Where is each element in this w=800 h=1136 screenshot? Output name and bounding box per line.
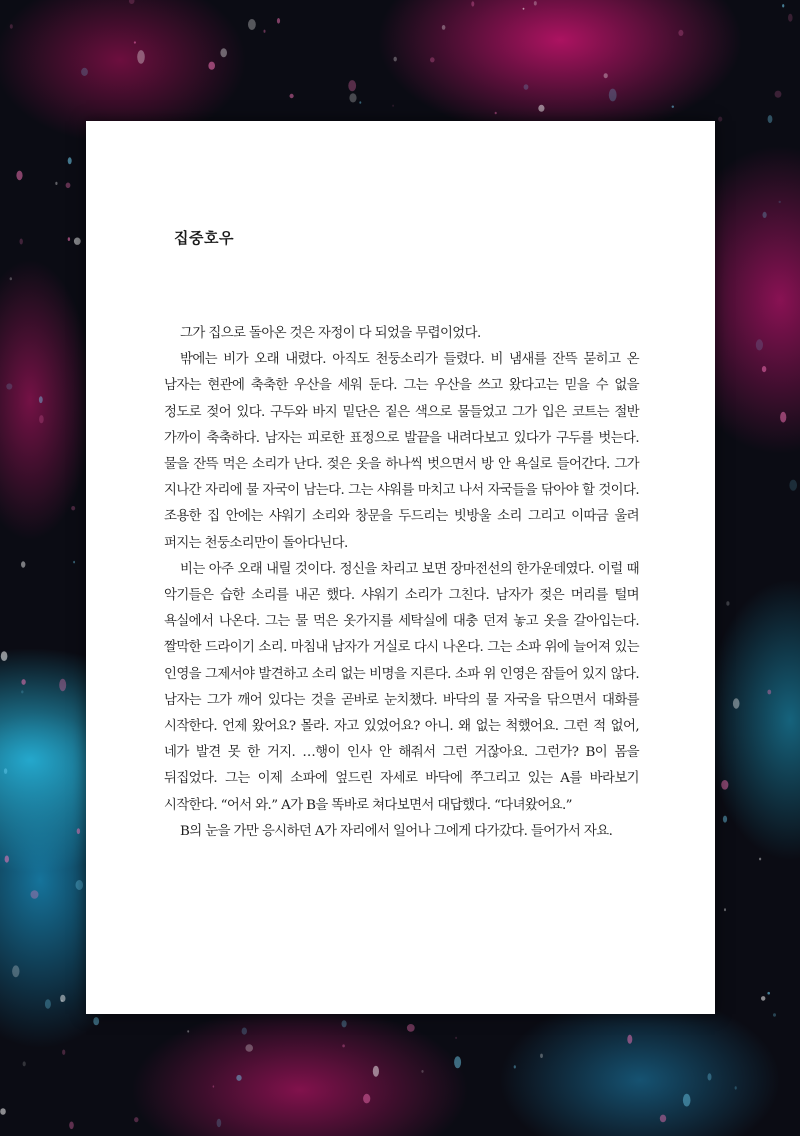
raindrop bbox=[73, 561, 75, 564]
raindrop bbox=[10, 24, 13, 28]
raindrop bbox=[31, 890, 39, 899]
raindrop bbox=[213, 1085, 215, 1087]
raindrop bbox=[21, 561, 25, 567]
raindrop bbox=[74, 238, 81, 245]
raindrop bbox=[609, 89, 617, 102]
raindrop bbox=[5, 856, 9, 863]
raindrop bbox=[93, 1017, 99, 1025]
raindrop bbox=[349, 93, 356, 102]
raindrop bbox=[660, 1115, 666, 1123]
raindrop bbox=[763, 212, 767, 218]
paragraph: 밖에는 비가 오래 내렸다. 아직도 천둥소리가 들렸다. 비 냄새를 잔뜩 묻히고 온 남자는 현관에 축축한 우산을 세워 둔다. 그는 우산을 쓰고 왔다고는 믿을 수 없을 정도로 젖어 있다. 구두와 바지 밑단은 짙은 색으로 물들었고 그가 입은 코트는 절반 가까이 축축하다. 남자는 피로한 표정으로 발끝을 내려다보고 있다가 구두를 벗는다. 물을 잔뜩 먹은 소리가 난다. 젖은 옷을 하나씩 벗으면서 방 안 욕실로 들어간다. 그가 지나간 자리에 물 자국이 남는다. 그는 샤워를 마치고 나서 자국들을 닦아야 할 것이다. 조용한 집 안에는 샤워기 소리와 창문을 두드리는 빗방울 소리 그리고 이따금 울려 퍼지는 천둥소리만이 돌아다닌다. bbox=[164, 352, 639, 551]
raindrop bbox=[678, 30, 683, 36]
raindrop bbox=[773, 1013, 776, 1016]
raindrop bbox=[523, 8, 525, 10]
raindrop bbox=[69, 1122, 74, 1130]
raindrop bbox=[768, 115, 773, 123]
raindrop bbox=[407, 1024, 415, 1032]
raindrop bbox=[788, 14, 793, 22]
raindrop bbox=[129, 0, 135, 4]
raindrop bbox=[134, 41, 136, 43]
raindrop bbox=[20, 239, 23, 245]
raindrop bbox=[683, 1094, 691, 1107]
raindrop bbox=[55, 182, 57, 185]
paragraph: 비는 아주 오래 내릴 것이다. 정신을 차리고 보면 장마전선의 한가운데였다. 이럴 때 악기들은 습한 소리를 내곤 했다. 샤워기 소리가 그친다. 남자가 젖은 머리를 털며 욕실에서 나온다. 그는 물 먹은 옷가지를 세탁실에 대충 던져 놓고 옷을 갈아입는다. 짤막한 드라이기 소리. 마침내 남자가 거실로 다시 나온다. 그는 소파 위에 늘어져 있는 인영을 그제서야 발견하고 소리 없는 비명을 지른다. 소파 위 인영은 잠들어 있지 않다. 남자는 그가 깨어 있다는 것을 곧바로 눈치챘다. 바닥의 물 자국을 닦으면서 대화를 시작한다. 언제 왔어요? 몰라. 자고 있었어요? 아니. 왜 없는 척했어요. 그런 적 없어, 네가 발견 못 한 거지. …행이 인사 안 해줘서 그런 거잖아요. 그런가? B이 몸을 뒤집었다. 그는 이제 소파에 엎드린 자세로 바닥에 쭈그리고 있는 A를 바라보기 시작한다. “어서 와.” A가 B을 똑바로 쳐다보면서 대답했다. “다녀왔어요.” bbox=[164, 561, 639, 813]
raindrop bbox=[68, 237, 70, 241]
raindrop bbox=[723, 816, 727, 823]
raindrop bbox=[342, 1020, 347, 1027]
raindrop bbox=[16, 171, 22, 181]
raindrop bbox=[782, 4, 784, 7]
raindrop bbox=[627, 1035, 632, 1044]
chapter-title: 집중호우 bbox=[174, 229, 234, 247]
raindrop bbox=[421, 1070, 423, 1073]
raindrop bbox=[442, 25, 446, 30]
paragraph: B의 눈을 가만 응시하던 A가 자리에서 일어나 그에게 다가갔다. 들어가서 자요. bbox=[180, 823, 613, 839]
body-text bbox=[164, 321, 639, 845]
raindrop bbox=[724, 908, 726, 911]
raindrop bbox=[761, 996, 765, 1001]
raindrop bbox=[394, 57, 397, 62]
raindrop bbox=[264, 30, 266, 33]
raindrop bbox=[220, 48, 227, 57]
raindrop bbox=[68, 157, 72, 164]
raindrop bbox=[672, 106, 674, 108]
raindrop bbox=[733, 698, 740, 708]
raindrop bbox=[248, 19, 256, 30]
raindrop bbox=[455, 1037, 457, 1039]
raindrop bbox=[348, 80, 356, 91]
paragraph: 그가 집으로 돌아온 것은 자정이 다 되었을 무렵이었다. bbox=[180, 326, 481, 341]
raindrop bbox=[708, 1073, 712, 1080]
raindrop bbox=[59, 679, 66, 691]
raindrop bbox=[514, 1065, 516, 1068]
raindrop bbox=[495, 112, 497, 115]
raindrop bbox=[363, 1094, 370, 1104]
raindrop bbox=[137, 50, 145, 64]
raindrop bbox=[775, 91, 782, 98]
raindrop bbox=[767, 992, 770, 995]
raindrop bbox=[0, 1108, 6, 1115]
raindrop bbox=[762, 366, 766, 372]
raindrop bbox=[71, 506, 75, 510]
raindrop bbox=[759, 858, 761, 861]
raindrop bbox=[767, 690, 771, 695]
raindrop bbox=[39, 415, 44, 423]
raindrop bbox=[4, 768, 7, 774]
raindrop bbox=[62, 1050, 65, 1055]
raindrop bbox=[454, 1056, 461, 1068]
raindrop bbox=[81, 68, 88, 76]
raindrop bbox=[604, 73, 608, 78]
raindrop bbox=[187, 1030, 189, 1032]
raindrop bbox=[217, 1119, 222, 1127]
raindrop bbox=[718, 117, 722, 122]
raindrop bbox=[779, 201, 781, 203]
raindrop bbox=[134, 1117, 138, 1122]
raindrop bbox=[756, 339, 763, 350]
raindrop bbox=[342, 1044, 345, 1047]
raindrop bbox=[373, 1066, 379, 1077]
raindrop bbox=[290, 94, 294, 98]
raindrop bbox=[471, 1, 474, 6]
raindrop bbox=[735, 1086, 737, 1089]
raindrop bbox=[10, 277, 12, 280]
raindrop bbox=[61, 1000, 63, 1002]
raindrop bbox=[66, 183, 71, 189]
raindrop bbox=[540, 1054, 543, 1058]
raindrop bbox=[236, 1075, 241, 1081]
raindrop bbox=[721, 780, 728, 790]
raindrop bbox=[392, 105, 394, 107]
raindrop bbox=[45, 999, 51, 1008]
raindrop bbox=[359, 101, 361, 104]
raindrop bbox=[1, 651, 8, 661]
raindrop bbox=[77, 828, 80, 834]
raindrop bbox=[23, 1061, 26, 1066]
raindrop bbox=[277, 18, 280, 24]
raindrop bbox=[208, 62, 215, 70]
raindrop bbox=[524, 84, 529, 90]
raindrop bbox=[6, 383, 12, 389]
raindrop bbox=[39, 396, 43, 403]
raindrop bbox=[12, 965, 19, 977]
raindrop bbox=[21, 679, 25, 685]
raindrop bbox=[21, 690, 23, 693]
raindrop bbox=[726, 601, 729, 605]
raindrop bbox=[430, 57, 435, 62]
raindrop bbox=[534, 1, 537, 5]
raindrop bbox=[76, 880, 84, 890]
raindrop bbox=[789, 480, 797, 491]
document-page bbox=[86, 121, 715, 1014]
raindrop bbox=[245, 1044, 253, 1052]
raindrop bbox=[242, 1028, 247, 1035]
raindrop bbox=[538, 105, 544, 112]
raindrop bbox=[780, 412, 786, 423]
